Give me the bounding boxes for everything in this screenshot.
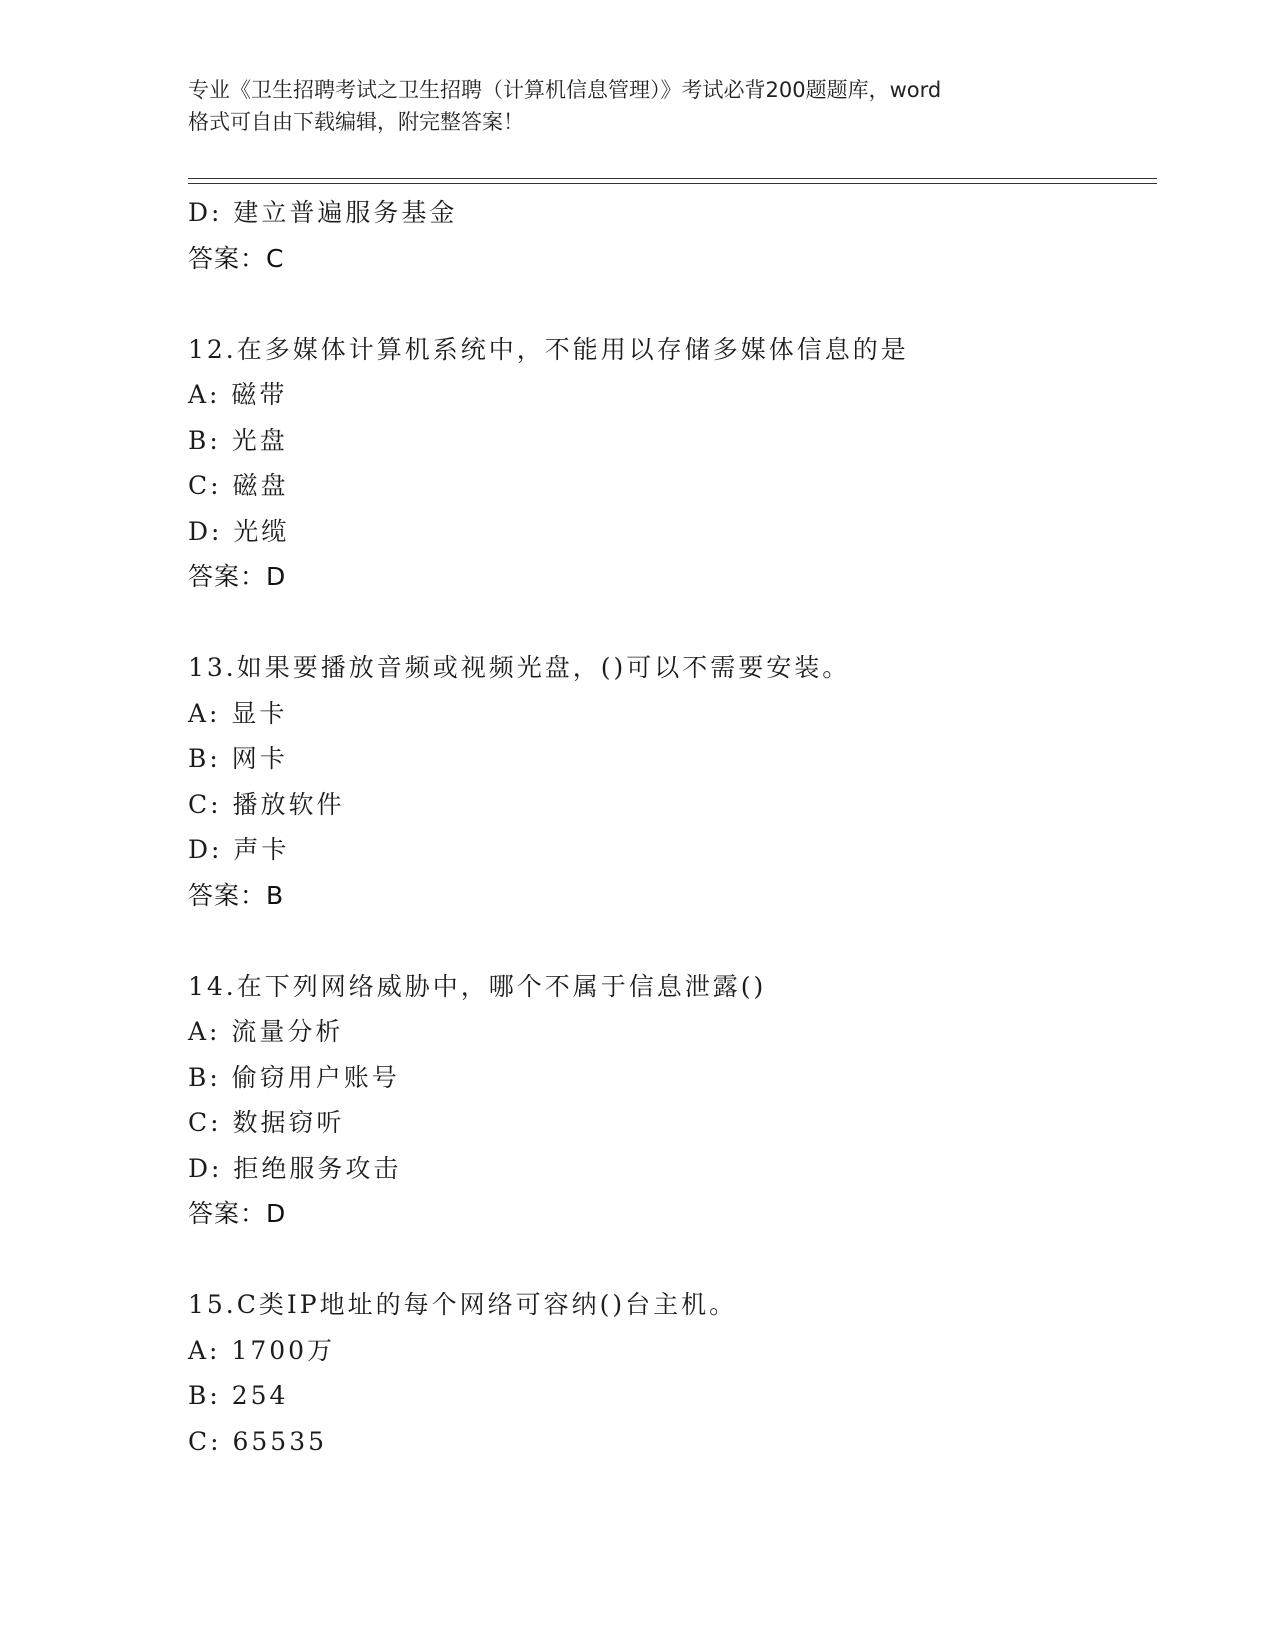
header-line-1: 专业《卫生招聘考试之卫生招聘（计算机信息管理）》考试必背200题题库，word — [188, 78, 942, 102]
question-block-14 — [188, 964, 1148, 1237]
header-line-2: 格式可自由下载编辑，附完整答案！ — [188, 110, 524, 134]
option-b: B: 254 — [188, 1381, 289, 1410]
option-b: B: 光盘 — [188, 425, 288, 455]
option-d: D: 声卡 — [188, 835, 290, 864]
question-text: 12.在多媒体计算机系统中，不能用以存储多媒体信息的是 — [188, 334, 909, 364]
option-a: A: 1700万 — [188, 1335, 336, 1365]
question-block-13 — [188, 645, 1148, 918]
option-c: C: 磁盘 — [188, 471, 289, 500]
spacer — [188, 600, 1148, 646]
option-a: A: 磁带 — [188, 380, 288, 409]
spacer — [188, 918, 1148, 964]
option-b: B: 偷窃用户账号 — [188, 1062, 400, 1092]
header-divider-bottom — [188, 183, 1157, 184]
option-b: B: 网卡 — [188, 744, 288, 773]
option-c: C: 播放软件 — [188, 789, 345, 819]
option-c: C: 数据窃听 — [188, 1108, 345, 1137]
option-d: D: 建立普遍服务基金 — [188, 198, 458, 227]
question-block-11 — [188, 190, 1148, 281]
answer-line: 答案：D — [188, 1199, 287, 1228]
spacer — [188, 1237, 1148, 1283]
option-d: D: 拒绝服务攻击 — [188, 1153, 402, 1183]
question-list — [188, 190, 1148, 1464]
answer-line: 答案：D — [188, 562, 287, 591]
header-divider-top — [188, 178, 1157, 179]
spacer — [188, 281, 1148, 327]
question-block-12 — [188, 327, 1148, 600]
option-a: A: 显卡 — [188, 698, 288, 728]
option-d: D: 光缆 — [188, 516, 290, 546]
option-c: C: 65535 — [188, 1426, 328, 1456]
question-text: 15.C类IP地址的每个网络可容纳()台主机。 — [188, 1290, 738, 1319]
question-text: 13.如果要播放音频或视频光盘，()可以不需要安装。 — [188, 653, 851, 682]
answer-line: 答案：B — [188, 880, 285, 910]
option-a: A: 流量分析 — [188, 1017, 344, 1046]
document-header — [188, 74, 1088, 138]
answer-line: 答案：C — [188, 243, 285, 273]
question-text: 14.在下列网络威胁中，哪个不属于信息泄露() — [188, 971, 767, 1001]
question-block-15 — [188, 1282, 1148, 1464]
